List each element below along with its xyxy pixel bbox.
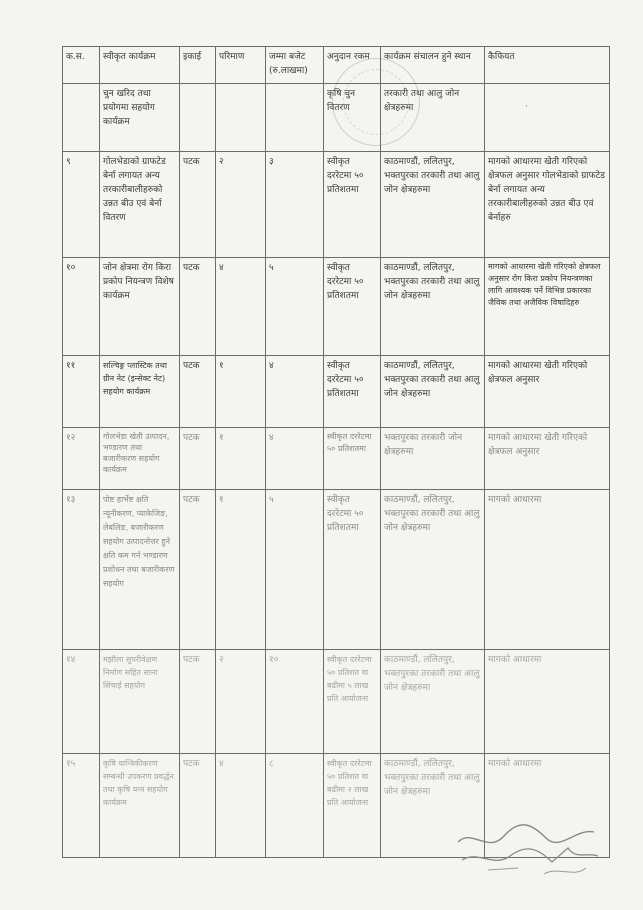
- table-row: [63, 356, 610, 428]
- header-location: कार्यक्रम संचालन हुने स्थान: [381, 47, 485, 84]
- cell-location: काठमाण्डौं, ललितपुर, भक्तपुरका तरकारी तथा आलु जोन क्षेत्रहरुमा: [381, 258, 485, 356]
- header-remarks: कैफियत: [485, 47, 610, 84]
- cell-location: तरकारी तथा आलु जोन क्षेत्रहरुमा: [381, 84, 485, 152]
- cell-program: कृषि यान्त्रिकीकरण सम्बन्धी उपकरण प्रवर्द्धन तथा कृषि यन्त्र सहयोग कार्यक्रम: [100, 754, 180, 858]
- header-unit: इकाई: [180, 47, 216, 84]
- cell-budget: ५: [266, 258, 324, 356]
- cell-location: काठमाण्डौं, ललितपुर, भक्तपुरका तरकारी तथा आलु जोन क्षेत्रहरुमा: [381, 490, 485, 650]
- cell-serial: १०: [63, 258, 100, 356]
- cell-remarks: मागको आधारमा: [485, 490, 610, 650]
- cell-grant: स्वीकृत दररेटमा ५० प्रतिशतमा: [324, 490, 381, 650]
- cell-serial: १५: [63, 754, 100, 858]
- cell-unit: पटक: [180, 428, 216, 490]
- table-header-row: [63, 47, 610, 84]
- cell-program: सल्चिङ्ग प्लास्टिक तथा ग्रीन नेट (इन्सेक्ट नेट) सहयोग कार्यक्रम: [100, 356, 180, 428]
- cell-budget: १०: [266, 650, 324, 754]
- cell-serial: [63, 84, 100, 152]
- stray-mark: ·: [525, 102, 528, 112]
- cell-budget: ८: [266, 754, 324, 858]
- header-grant: अनुदान रकम: [324, 47, 381, 84]
- table-row: [63, 754, 610, 858]
- cell-unit: [180, 84, 216, 152]
- cell-remarks: मागको आधारमा खेती गरिएको क्षेत्रफल अनुसार: [485, 428, 610, 490]
- cell-grant: स्वीकृत दररेटमा ५० प्रतिशतमा: [324, 152, 381, 258]
- cell-remarks: मागको आधारमा खेती गरिएको क्षेत्रफल अनुसार गोलभेडाको ग्राफटेड बेर्ना लगायत अन्य तरकारीबालीहरुको उन्नत बीउ एवं बेर्नाहरु: [485, 152, 610, 258]
- cell-serial: १२: [63, 428, 100, 490]
- table-row: [63, 490, 610, 650]
- cell-budget: ४: [266, 428, 324, 490]
- cell-remarks: मागको आधारमा खेती गरिएको क्षेत्रफल अनुसार: [485, 356, 610, 428]
- cell-program: मझौला सुपरीवेक्षण निर्माण सहित साना सिंचाई सहयोग: [100, 650, 180, 754]
- cell-quantity: [216, 84, 266, 152]
- cell-location: काठमाण्डौं, ललितपुर, भक्तपुरका तरकारी तथा आलु जोन क्षेत्रहरुमा: [381, 754, 485, 858]
- header-serial: क.स.: [63, 47, 100, 84]
- cell-program: पोष्ट हार्भेष्ट क्षति न्यूनीकरण, प्याकेजिङ, लेबलिङ, बजारीकरण सहयोग उत्पादनोत्तर हुने क्षति कम गर्न भण्डारण प्रशोधन तथा बजारीकरण सहयोग: [100, 490, 180, 650]
- cell-budget: ३: [266, 152, 324, 258]
- cell-quantity: २: [216, 650, 266, 754]
- cell-quantity: १: [216, 428, 266, 490]
- table-row: [63, 152, 610, 258]
- cell-quantity: १: [216, 356, 266, 428]
- cell-remarks: मागको आधारमा: [485, 754, 610, 858]
- cell-serial: ११: [63, 356, 100, 428]
- cell-grant: स्वीकृत दररेटमा ५० प्रतिशतमा: [324, 428, 381, 490]
- table-row: [63, 84, 610, 152]
- cell-grant: कृषि चुन वितरण: [324, 84, 381, 152]
- cell-program: चुन खरिद तथा प्रयोगमा सहयोग कार्यक्रम: [100, 84, 180, 152]
- cell-grant: स्वीकृत दररेटमा ५० प्रतिशतमा: [324, 356, 381, 428]
- table-row: [63, 428, 610, 490]
- cell-quantity: ४: [216, 258, 266, 356]
- cell-location: काठमाण्डौं, ललितपुर, भक्तपुरका तरकारी तथा आलु जोन क्षेत्रहरुमा: [381, 650, 485, 754]
- cell-grant: स्वीकृत दररेटमा ५० प्रतिशत वा बढीमा २ लाख प्रति आयोजना: [324, 754, 381, 858]
- cell-location: काठमाण्डौं, ललितपुर, भक्तपुरका तरकारी तथा आलु जोन क्षेत्रहरुमा: [381, 356, 485, 428]
- cell-serial: ९: [63, 152, 100, 258]
- cell-unit: पटक: [180, 356, 216, 428]
- cell-budget: ५: [266, 490, 324, 650]
- header-budget: जम्मा बजेट (रु.लाखमा): [266, 47, 324, 84]
- cell-quantity: १: [216, 490, 266, 650]
- cell-quantity: ४: [216, 754, 266, 858]
- cell-serial: १३: [63, 490, 100, 650]
- cell-budget: ४: [266, 356, 324, 428]
- cell-program: गोलभेडाको ग्राफटेड बेर्ना लगायत अन्य तरकारीबालीहरुको उन्नत बीउ एवं बेर्ना वितरण: [100, 152, 180, 258]
- cell-program: गोलभेडा खेती उत्पादन, भण्डारण तथा बजारीकरण सहयोग कार्यक्रम: [100, 428, 180, 490]
- cell-grant: स्वीकृत दररेटमा ५० प्रतिशत वा बढीमा ५ लाख प्रति आयोजना: [324, 650, 381, 754]
- cell-unit: पटक: [180, 152, 216, 258]
- cell-serial: १४: [63, 650, 100, 754]
- cell-quantity: २: [216, 152, 266, 258]
- cell-remarks: मागको आधारमा: [485, 650, 610, 754]
- header-program: स्वीकृत कार्यक्रम: [100, 47, 180, 84]
- table-row: [63, 258, 610, 356]
- header-quantity: परिमाण: [216, 47, 266, 84]
- cell-unit: पटक: [180, 754, 216, 858]
- cell-remarks: मागको आधारमा खेती गरिएको क्षेत्रफल अनुसार रोग किरा प्रकोप नियन्त्रणका लागि आवश्यक पर्ने विभिन्न प्रकारका जैविक तथा अजैविक विषादिहरु: [485, 258, 610, 356]
- cell-location: भक्तपुरका तरकारी जोन क्षेत्रहरुमा: [381, 428, 485, 490]
- cell-grant: स्वीकृत दररेटमा ५० प्रतिशतमा: [324, 258, 381, 356]
- cell-remarks: [485, 84, 610, 152]
- cell-program: जोन क्षेत्रमा रोग किरा प्रकोप नियन्त्रण विशेष कार्यक्रम: [100, 258, 180, 356]
- program-table: [62, 46, 610, 858]
- cell-budget: [266, 84, 324, 152]
- cell-unit: पटक: [180, 258, 216, 356]
- cell-location: काठमाण्डौं, ललितपुर, भक्तपुरका तरकारी तथा आलु जोन क्षेत्रहरुमा: [381, 152, 485, 258]
- cell-unit: पटक: [180, 650, 216, 754]
- cell-unit: पटक: [180, 490, 216, 650]
- table-row: [63, 650, 610, 754]
